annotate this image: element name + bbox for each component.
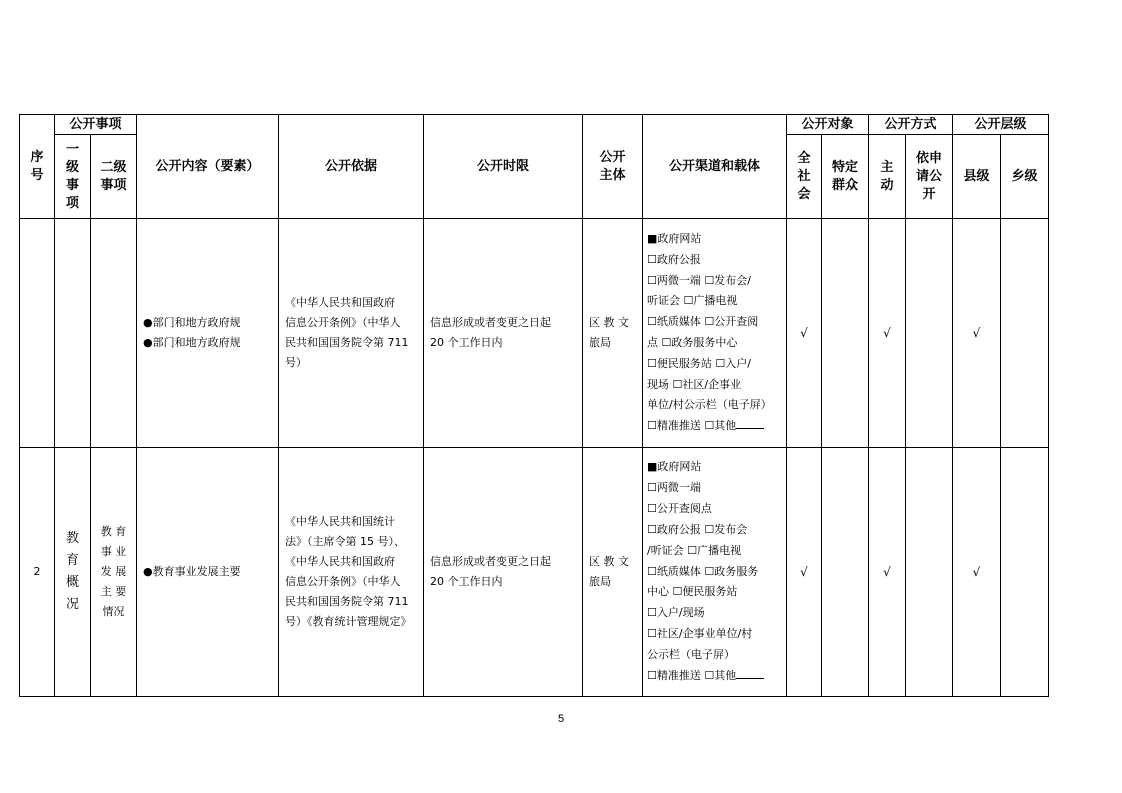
- row-on-request: [906, 448, 953, 697]
- row-level1: [55, 219, 91, 448]
- blank-line: [736, 666, 764, 679]
- header-basis: 公开依据: [279, 115, 424, 219]
- header-time-limit: 公开时限: [424, 115, 583, 219]
- row-channel: ■政府网站 ☐两微一端 ☐公开查阅点 ☐政府公报 ☐发布会 /听证会 ☐广播电视 ☐纸质媒体 ☐政务服务 中心 ☐便民服务站 ☐入户/现场 ☐社区/企事业单位/村 公示栏（电子屏） ☐精准推送 ☐其他: [643, 448, 787, 697]
- row-content: ●教育事业发展主要: [137, 448, 279, 697]
- row-level2: 教 育 事 业 发 展 主 要 情况: [91, 448, 137, 697]
- header-level1: 一 级 事 项: [55, 135, 91, 219]
- row-whole-society: √: [787, 219, 822, 448]
- header-mode-group: 公开方式: [869, 115, 953, 135]
- header-content: 公开内容（要素）: [137, 115, 279, 219]
- header-on-request: 依申 请公 开: [906, 135, 953, 219]
- row-active: √: [869, 219, 906, 448]
- row-subject: 区 教 文 旅局: [583, 219, 643, 448]
- header-seq: 序 号: [20, 115, 55, 219]
- disclosure-table: [19, 114, 1049, 697]
- row-county: √: [953, 448, 1001, 697]
- header-county: 县级: [953, 135, 1001, 219]
- row-seq: 2: [20, 448, 55, 697]
- table-row: [20, 219, 1049, 448]
- row-active: √: [869, 448, 906, 697]
- row-basis: 《中华人民共和国政府 信息公开条例》（中华人 民共和国国务院令第 711 号）: [279, 219, 424, 448]
- header-specific-group: 特定 群众: [822, 135, 869, 219]
- header-level-group: 公开层级: [953, 115, 1049, 135]
- row-township: [1001, 448, 1049, 697]
- row-specific-group: [822, 448, 869, 697]
- table-row: [20, 448, 1049, 697]
- header-active: 主 动: [869, 135, 906, 219]
- row-content: ●部门和地方政府规 ●部门和地方政府规: [137, 219, 279, 448]
- page-number: 5: [557, 713, 565, 725]
- row-level1: 教 育 概 况: [55, 448, 91, 697]
- header-matter-group: 公开事项: [55, 115, 137, 135]
- row-subject: 区 教 文 旅局: [583, 448, 643, 697]
- blank-line: [736, 416, 764, 429]
- row-time-limit: 信息形成或者变更之日起 20 个工作日内: [424, 448, 583, 697]
- row-level2: [91, 219, 137, 448]
- row-county: √: [953, 219, 1001, 448]
- row-on-request: [906, 219, 953, 448]
- header-township: 乡级: [1001, 135, 1049, 219]
- row-time-limit: 信息形成或者变更之日起 20 个工作日内: [424, 219, 583, 448]
- header-object-group: 公开对象: [787, 115, 869, 135]
- row-specific-group: [822, 219, 869, 448]
- header-subject: 公开 主体: [583, 115, 643, 219]
- row-seq: [20, 219, 55, 448]
- row-basis: 《中华人民共和国统计 法》（主席令第 15 号）、 《中华人民共和国政府 信息公开条例》（中华人 民共和国国务院令第 711 号）《教育统计管理规定》: [279, 448, 424, 697]
- header-level2: 二级 事项: [91, 135, 137, 219]
- row-channel: ■政府网站 ☐政府公报 ☐两微一端 ☐发布会/ 听证会 ☐广播电视 ☐纸质媒体 ☐公开查阅 点 ☐政务服务中心 ☐便民服务站 ☐入户/ 现场 ☐社区/企事业 单位/村公示栏（电子屏） ☐精准推送 ☐其他: [643, 219, 787, 448]
- header-channel: 公开渠道和载体: [643, 115, 787, 219]
- row-whole-society: √: [787, 448, 822, 697]
- header-whole-society: 全 社 会: [787, 135, 822, 219]
- row-township: [1001, 219, 1049, 448]
